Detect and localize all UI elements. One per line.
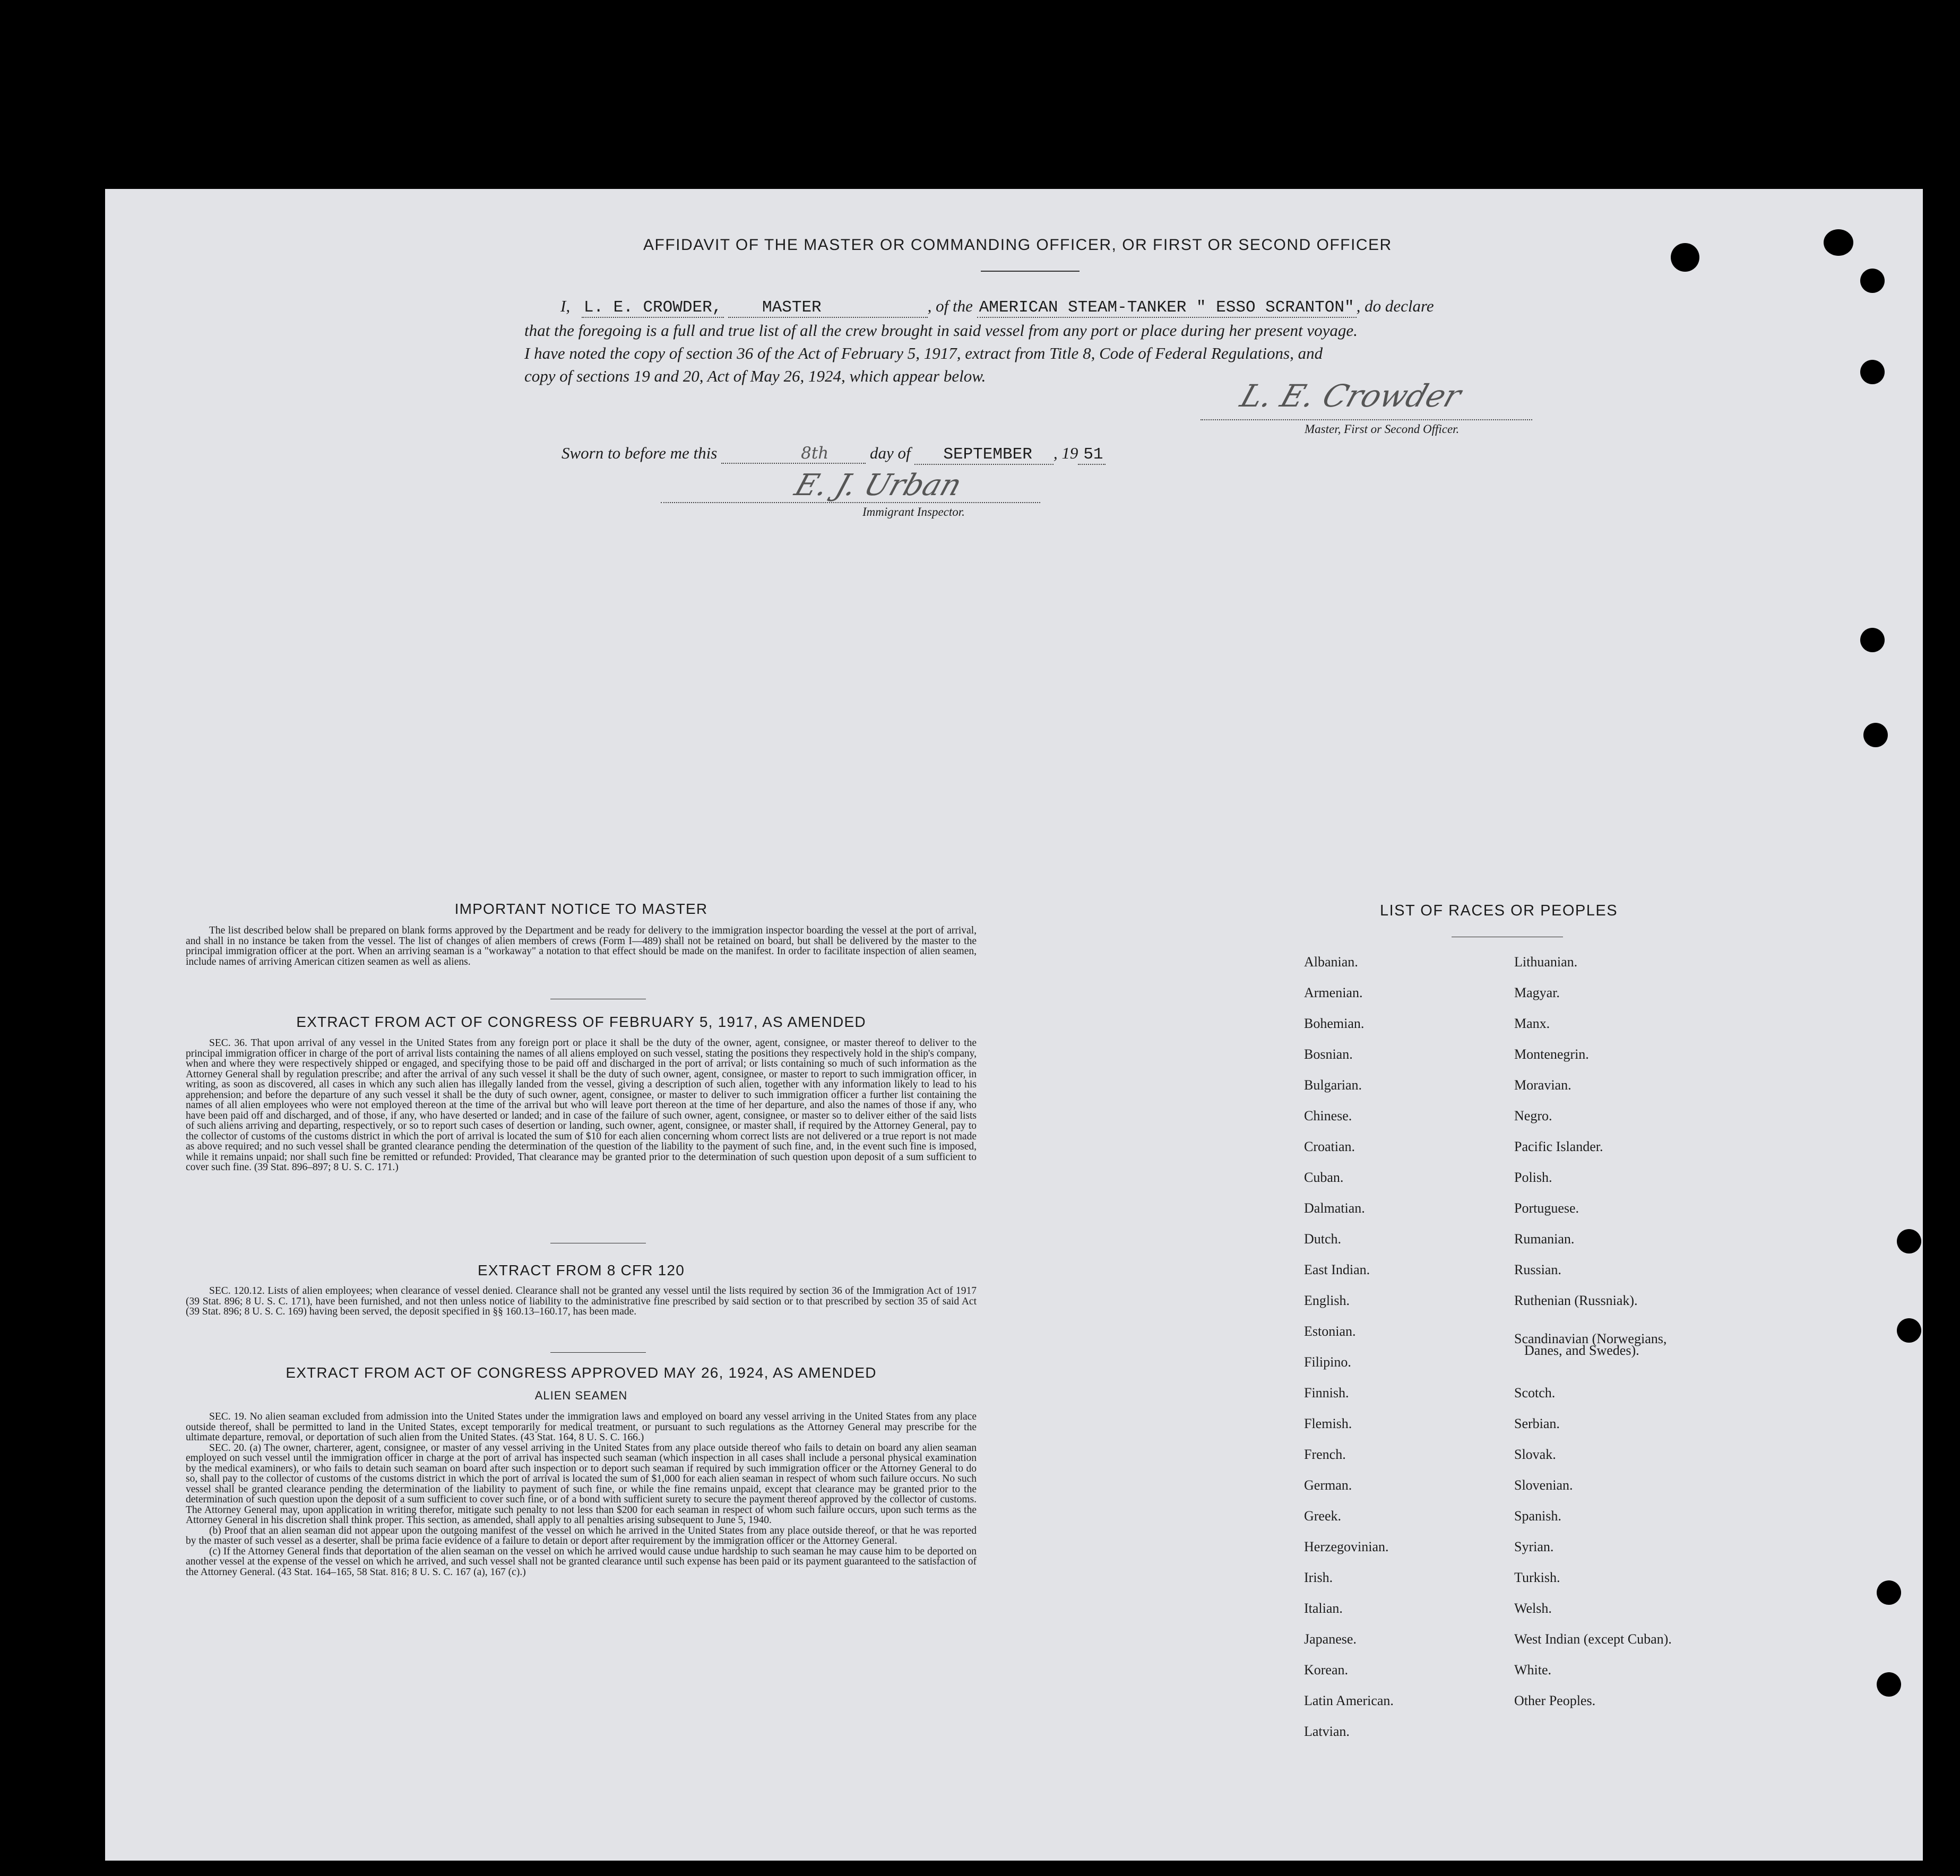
races-title: LIST OF RACES OR PEOPLES: [1380, 902, 1618, 919]
race-item: Lithuanian.: [1514, 954, 1578, 970]
cfr-paragraph: SEC. 120.12. Lists of alien employees; when clearance of vessel denied. Clearance shall not be granted any vessel until the lists required by section 36 of the Immigration Act of 1917 (39 Stat. 896; 8 U. S. C. 171), have been furnished, and not then unless notice of liability to the administrative fine prescribed by said section or to that prescribed by section 35 of said Act (39 Stat. 896; 8 U. S. C. 169) having been served, the deposit specified in §§ 160.13–160.17, has been made.: [186, 1285, 977, 1317]
race-item: Ruthenian (Russniak).: [1514, 1293, 1638, 1308]
race-item: Bohemian.: [1304, 1016, 1365, 1031]
race-item: Finnish.: [1304, 1385, 1349, 1400]
sec-20a-paragraph: SEC. 20. (a) The owner, charterer, agent, consignee, or master of any vessel arriving in the United States from any place outside thereof who fails to detain on board any alien seaman employed on such vessel until the immigration officer in charge at the port of arrival has inspected such seaman (which inspection in all cases shall include a personal physical examination by the medical examiners), or who fails to detain such seaman on board after such inspection or to deport such seaman if required by such immigration officer or the Attorney General to do so, shall pay to the collector of customs of the customs district in which the port of arrival is located the sum of $1,000 for each alien seaman in respect of whom such failure occurs. No such vessel shall be granted clearance pending the determination of the liability to payment of such fine, or while the fine remains unpaid, except that clearance may be granted prior to the determination of such question upon the deposit of a sum sufficient to cover such fine, or of a bond with sufficient surety to secure the payment thereof approved by the collector of customs. The Attorney General may, upon application in writing therefor, mitigate such penalty to not less than $200 for each seaman in respect of whom such failure occurs, upon such terms as the Attorney General in his discretion shall think proper. This section, as amended, shall apply to all penalties arising subsequent to June 5, 1940.: [186, 1442, 977, 1526]
race-item: Flemish.: [1304, 1416, 1352, 1431]
race-item: Irish.: [1304, 1570, 1333, 1585]
race-item: Slovenian.: [1514, 1477, 1573, 1493]
race-item: Moravian.: [1514, 1077, 1572, 1093]
race-item: Rumanian.: [1514, 1231, 1575, 1247]
master-caption: Master, First or Second Officer.: [1305, 422, 1460, 436]
race-item: Japanese.: [1304, 1631, 1357, 1647]
race-item: Chinese.: [1304, 1108, 1352, 1123]
extract-1924-text: [186, 1412, 977, 1577]
race-item: Greek.: [1304, 1508, 1342, 1524]
race-item: East Indian.: [1304, 1262, 1370, 1277]
race-item: Bulgarian.: [1304, 1077, 1362, 1093]
race-scandinavian-cont: Danes, and Swedes).: [1524, 1343, 1639, 1358]
sec-19-paragraph: SEC. 19. No alien seaman excluded from admission into the United States under the immigration laws and employed on board any vessel arriving in the United States from any place outside thereof, shall be permitted to land in the United States, except temporarily for medical treatment, or pursuant to such regulations as the Attorney General may prescribe for the ultimate departure, removal, or deportation of such alien from the United States. (43 Stat. 164, 8 U. S. C. 166.): [186, 1411, 977, 1443]
cfr-title: EXTRACT FROM 8 CFR 120: [478, 1262, 685, 1278]
punch-hole: [1877, 1672, 1901, 1697]
affidavit-line-4: copy of sections 19 and 20, Act of May 26, 1924, which appear below.: [524, 367, 986, 385]
race-item: Korean.: [1304, 1662, 1349, 1678]
race-item: Cuban.: [1304, 1170, 1344, 1185]
extract-1924-title: EXTRACT FROM ACT OF CONGRESS APPROVED MAY 26, 1924, AS AMENDED: [286, 1364, 877, 1381]
extract-1917-text: [186, 1038, 977, 1173]
title-underline: [981, 271, 1080, 272]
race-item: Latin American.: [1304, 1693, 1394, 1708]
race-item: Polish.: [1514, 1170, 1552, 1185]
sec-20c-paragraph: (c) If the Attorney General finds that deportation of the alien seaman on the vessel on which he arrived would cause undue hardship to such seaman he may cause him to be deported on another vessel at the expense of the vessel on which he arrived, and such vessel shall not be granted clearance until such expense has been paid or its payment guaranteed to the satisfaction of the Attorney General. (43 Stat. 164–165, 58 Stat. 816; 8 U. S. C. 167 (a), 167 (c).): [186, 1545, 977, 1578]
affidavit-do-declare: , do declare: [1356, 297, 1434, 315]
sworn-month: SEPTEMBER: [914, 445, 1053, 465]
notice-text: [186, 926, 977, 967]
race-item: Negro.: [1514, 1108, 1552, 1123]
section-divider: [550, 1352, 646, 1353]
race-item: Syrian.: [1514, 1539, 1554, 1554]
punch-hole: [1897, 1318, 1921, 1343]
vessel-name: AMERICAN STEAM-TANKER " ESSO SCRANTON": [977, 298, 1357, 318]
race-item: Albanian.: [1304, 954, 1358, 970]
affidavit-line-2: that the foregoing is a full and true list of all the crew brought in said vessel from any port or place during her present voyage.: [524, 321, 1358, 340]
race-item: West Indian (except Cuban).: [1514, 1631, 1672, 1647]
race-item: Magyar.: [1514, 985, 1560, 1000]
extract-1917-paragraph: SEC. 36. That upon arrival of any vessel in the United States from any foreign port or place it shall be the duty of the owner, agent, consignee, or master thereof to deliver to the principal immigration officer in charge of the port of arrival lists containing the names of all aliens employed on such vessel, stating the positions they respectively hold in the ship's company, when and where they were respectively shipped or engaged, and specifying those to be paid off and discharged in the port of arrival; or lists containing so much of such information as the Attorney General shall by regulation prescribe; and after the arrival of any such vessel it shall be the duty of such owner, agent, consignee, or master to report to such immigration officer, in writing, as soon as discovered, all cases in which any such alien has illegally landed from the vessel, giving a description of such alien, together with any information likely to lead to his apprehension; and before the departure of any such vessel it shall be the duty of such owner, agent, consignee, or master to deliver to such immigration officer a further list containing the names of all alien employees who were not employed thereon at the time of the arrival but who will leave port thereon at the time of her departure, and also the names of those if any, who have been paid off and discharged, and of those, if any, who have deserted or landed; and in case of the failure of such owner, agent, consignee, or master so to deliver either of the said lists of such aliens arriving and departing, respectively, or so to report such cases of desertion or landing, such owner, agent, consignee, or master shall, if required by the Attorney General, pay to the collector of customs of the customs district in which the port of arrival is located the sum of $10 for each alien concerning whom correct lists are not delivered or a true report is not made as above required; and no such vessel shall be granted clearance pending the determination of the question of the liability to the payment of such fine, and, in the event such fine is imposed, while it remains unpaid; nor shall such fine be remitted or refunded: Provided, That clearance may be granted prior to the determination of such question upon deposit of a sum sufficient to cover such fine. (39 Stat. 896–897; 8 U. S. C. 171.): [186, 1038, 977, 1173]
race-item: Italian.: [1304, 1601, 1343, 1616]
race-item: Croatian.: [1304, 1139, 1355, 1154]
year-prefix: , 19: [1053, 444, 1078, 462]
sworn-day: 8th: [721, 444, 866, 464]
master-name: L. E. CROWDER,: [582, 298, 724, 318]
punch-hole: [1671, 243, 1699, 272]
race-item: Latvian.: [1304, 1724, 1350, 1739]
notice-title: IMPORTANT NOTICE TO MASTER: [454, 901, 708, 917]
race-item: Dalmatian.: [1304, 1200, 1365, 1216]
race-item: Estonian.: [1304, 1324, 1356, 1339]
punch-hole: [1824, 229, 1853, 256]
inspector-caption: Immigrant Inspector.: [862, 505, 965, 518]
race-item: Russian.: [1514, 1262, 1561, 1277]
notice-paragraph: The list described below shall be prepared on blank forms approved by the Department and be ready for delivery to the immigration inspector boarding the vessel at the port of arrival, and shall in no instance be taken from the vessel. The list of changes of alien members of crews (Form I—489) shall not be retained on board, but shall be delivered by the master to the principal immigration officer at the port. When an arriving seaman is a "workaway" a notation to that effect should be made on the manifest. In order to facilitate inspection of alien seamen, include names of arriving American citizen seamen as well as aliens.: [186, 925, 977, 967]
race-item: Filipino.: [1304, 1354, 1351, 1370]
cfr-text: [186, 1286, 977, 1317]
race-item: Serbian.: [1514, 1416, 1560, 1431]
punch-hole: [1897, 1229, 1921, 1253]
extract-1924-subtitle: ALIEN SEAMEN: [534, 1389, 628, 1402]
day-of-label: day of: [870, 444, 911, 462]
race-item: Bosnian.: [1304, 1047, 1353, 1062]
master-signature: L. E. Crowder: [1236, 378, 1466, 414]
sworn-line: [562, 444, 1106, 464]
affidavit-pronoun: I,: [560, 297, 571, 315]
master-rank: MASTER: [728, 298, 928, 318]
race-item: Montenegrin.: [1514, 1047, 1589, 1062]
race-item: Scotch.: [1514, 1385, 1556, 1400]
extract-1917-title: EXTRACT FROM ACT OF CONGRESS OF FEBRUARY 5, 1917, AS AMENDED: [296, 1014, 866, 1030]
master-signature-line: [1201, 419, 1532, 420]
race-item: Pacific Islander.: [1514, 1139, 1603, 1154]
race-item: Dutch.: [1304, 1231, 1342, 1247]
sworn-year: 51: [1078, 445, 1105, 465]
race-item: Armenian.: [1304, 985, 1363, 1000]
sworn-label: Sworn to before me this: [562, 444, 718, 462]
race-item: Scandinavian (Norwegians,: [1514, 1331, 1667, 1346]
race-item: French.: [1304, 1447, 1346, 1462]
race-item: Welsh.: [1514, 1601, 1552, 1616]
race-item: White.: [1514, 1662, 1552, 1678]
race-item: English.: [1304, 1293, 1350, 1308]
race-item: Turkish.: [1514, 1570, 1560, 1585]
sec-20b-paragraph: (b) Proof that an alien seaman did not appear upon the outgoing manifest of the vessel on which he arrived in the United States from any place outside thereof, or that he was reported by the master of such vessel as a deserter, shall be prima facie evidence of a failure to detain or deport after requirement by the immigration officer or the Attorney General.: [186, 1525, 977, 1546]
race-item: Spanish.: [1514, 1508, 1561, 1524]
race-item: Herzegovinian.: [1304, 1539, 1389, 1554]
affidavit-line-3: I have noted the copy of section 36 of the Act of February 5, 1917, extract from Title 8, Code of Federal Regulations, and: [524, 344, 1323, 362]
race-item: Slovak.: [1514, 1447, 1556, 1462]
punch-hole: [1860, 360, 1885, 384]
punch-hole: [1863, 723, 1888, 747]
race-item: Portuguese.: [1514, 1200, 1579, 1216]
race-item: German.: [1304, 1477, 1352, 1493]
inspector-signature-line: [661, 502, 1040, 503]
punch-hole: [1860, 269, 1885, 293]
punch-hole: [1860, 628, 1885, 652]
affidavit-of-the: , of the: [927, 297, 973, 315]
affidavit-statement: [524, 295, 1535, 387]
race-item: Manx.: [1514, 1016, 1550, 1031]
race-item: Other Peoples.: [1514, 1693, 1596, 1708]
punch-hole: [1877, 1580, 1901, 1605]
inspector-signature: E. J. Urban: [790, 468, 966, 503]
affidavit-title: AFFIDAVIT OF THE MASTER OR COMMANDING OFFICER, OR FIRST OR SECOND OFFICER: [643, 236, 1392, 254]
